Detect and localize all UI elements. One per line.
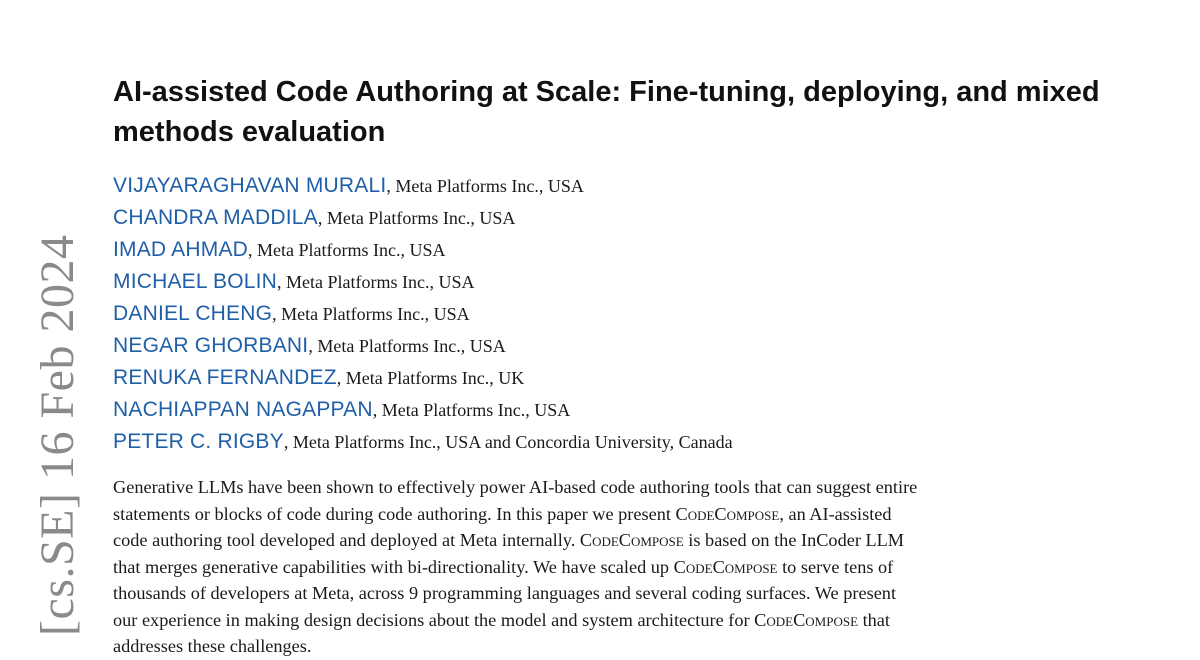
author-affiliation: Meta Platforms Inc., USA — [281, 304, 470, 324]
author-name[interactable]: CHANDRA MADDILA — [113, 206, 318, 229]
author-separator: , — [336, 368, 346, 388]
author-name[interactable]: MICHAEL BOLIN — [113, 270, 278, 293]
author-affiliation: Meta Platforms Inc., UK — [345, 368, 525, 388]
author-entry — [113, 170, 1113, 202]
author-list — [113, 170, 1113, 458]
author-name[interactable]: VIJAYARAGHAVAN MURALI — [113, 174, 387, 197]
abstract-text: that — [858, 609, 890, 630]
abstract-line — [113, 501, 1113, 528]
author-affiliation: Meta Platforms Inc., USA — [326, 208, 516, 228]
system-name: CodeCompose — [673, 556, 778, 577]
abstract-text: addresses these challenges. — [113, 636, 312, 656]
abstract-text: , an AI-assisted — [779, 503, 892, 524]
system-name: CodeCompose — [579, 530, 684, 550]
author-affiliation: Meta Platforms Inc., USA — [286, 272, 475, 292]
abstract-text: our experience in making design decisions about the model and system architecture for — [113, 609, 755, 630]
author-name[interactable]: DANIEL CHENG — [113, 302, 273, 325]
author-affiliation: Meta Platforms Inc., USA — [317, 336, 506, 356]
author-name[interactable]: IMAD AHMAD — [113, 238, 249, 261]
abstract-line — [113, 554, 1113, 581]
author-separator: , — [308, 336, 318, 356]
author-affiliation: Meta Platforms Inc., USA — [381, 400, 571, 420]
abstract-text: thousands of developers at Meta, across 9 programming languages and several coding surfaces. We present — [113, 583, 897, 603]
abstract-line — [113, 527, 1113, 554]
author-separator: , — [283, 432, 293, 452]
author-entry — [113, 234, 1113, 266]
author-separator: , — [272, 304, 282, 324]
author-affiliation: Meta Platforms Inc., USA and Concordia University, Canada — [292, 432, 733, 452]
author-entry — [113, 394, 1113, 426]
abstract-text: code authoring tool developed and deployed at Meta internally. — [113, 530, 580, 550]
abstract-text: statements or blocks of code during code authoring. In this paper we present — [113, 503, 676, 524]
author-affiliation: Meta Platforms Inc., USA — [257, 240, 446, 260]
abstract-text: Generative LLMs have been shown to effectively power AI-based code authoring tools that can suggest entire — [113, 477, 918, 497]
author-entry — [113, 202, 1113, 234]
abstract-line — [113, 580, 1113, 607]
author-entry — [113, 266, 1113, 298]
author-affiliation: Meta Platforms Inc., USA — [395, 176, 584, 196]
author-entry — [113, 330, 1113, 362]
abstract-line — [113, 474, 1113, 501]
abstract-line — [113, 607, 1113, 634]
paper-title: AI-assisted Code Authoring at Scale: Fine-tuning, deploying, and mixed methods evaluation — [113, 76, 1100, 148]
author-name[interactable]: RENUKA FERNANDEZ — [113, 366, 337, 389]
abstract-text: to serve tens of — [777, 556, 894, 577]
author-entry — [113, 362, 1113, 394]
author-name[interactable]: PETER C. RIGBY — [113, 430, 284, 453]
system-name: CodeCompose — [754, 609, 859, 630]
author-separator: , — [372, 400, 382, 420]
author-entry — [113, 426, 1113, 458]
author-name[interactable]: NACHIAPPAN NAGAPPAN — [113, 398, 373, 421]
author-separator: , — [277, 272, 287, 292]
arxiv-identifier-stamp: [cs.SE] 16 Feb 2024 — [31, 234, 84, 636]
abstract-text: that merges generative capabilities with bi-directionality. We have scaled up — [113, 556, 674, 577]
author-separator: , — [248, 240, 258, 260]
author-separator: , — [386, 176, 396, 196]
abstract-text: is based on the InCoder LLM — [683, 530, 905, 550]
abstract-line — [113, 633, 1113, 660]
author-entry — [113, 298, 1113, 330]
system-name: CodeCompose — [675, 503, 780, 524]
author-separator: , — [317, 208, 327, 228]
author-name[interactable]: NEGAR GHORBANI — [113, 334, 309, 357]
abstract — [113, 474, 1113, 660]
